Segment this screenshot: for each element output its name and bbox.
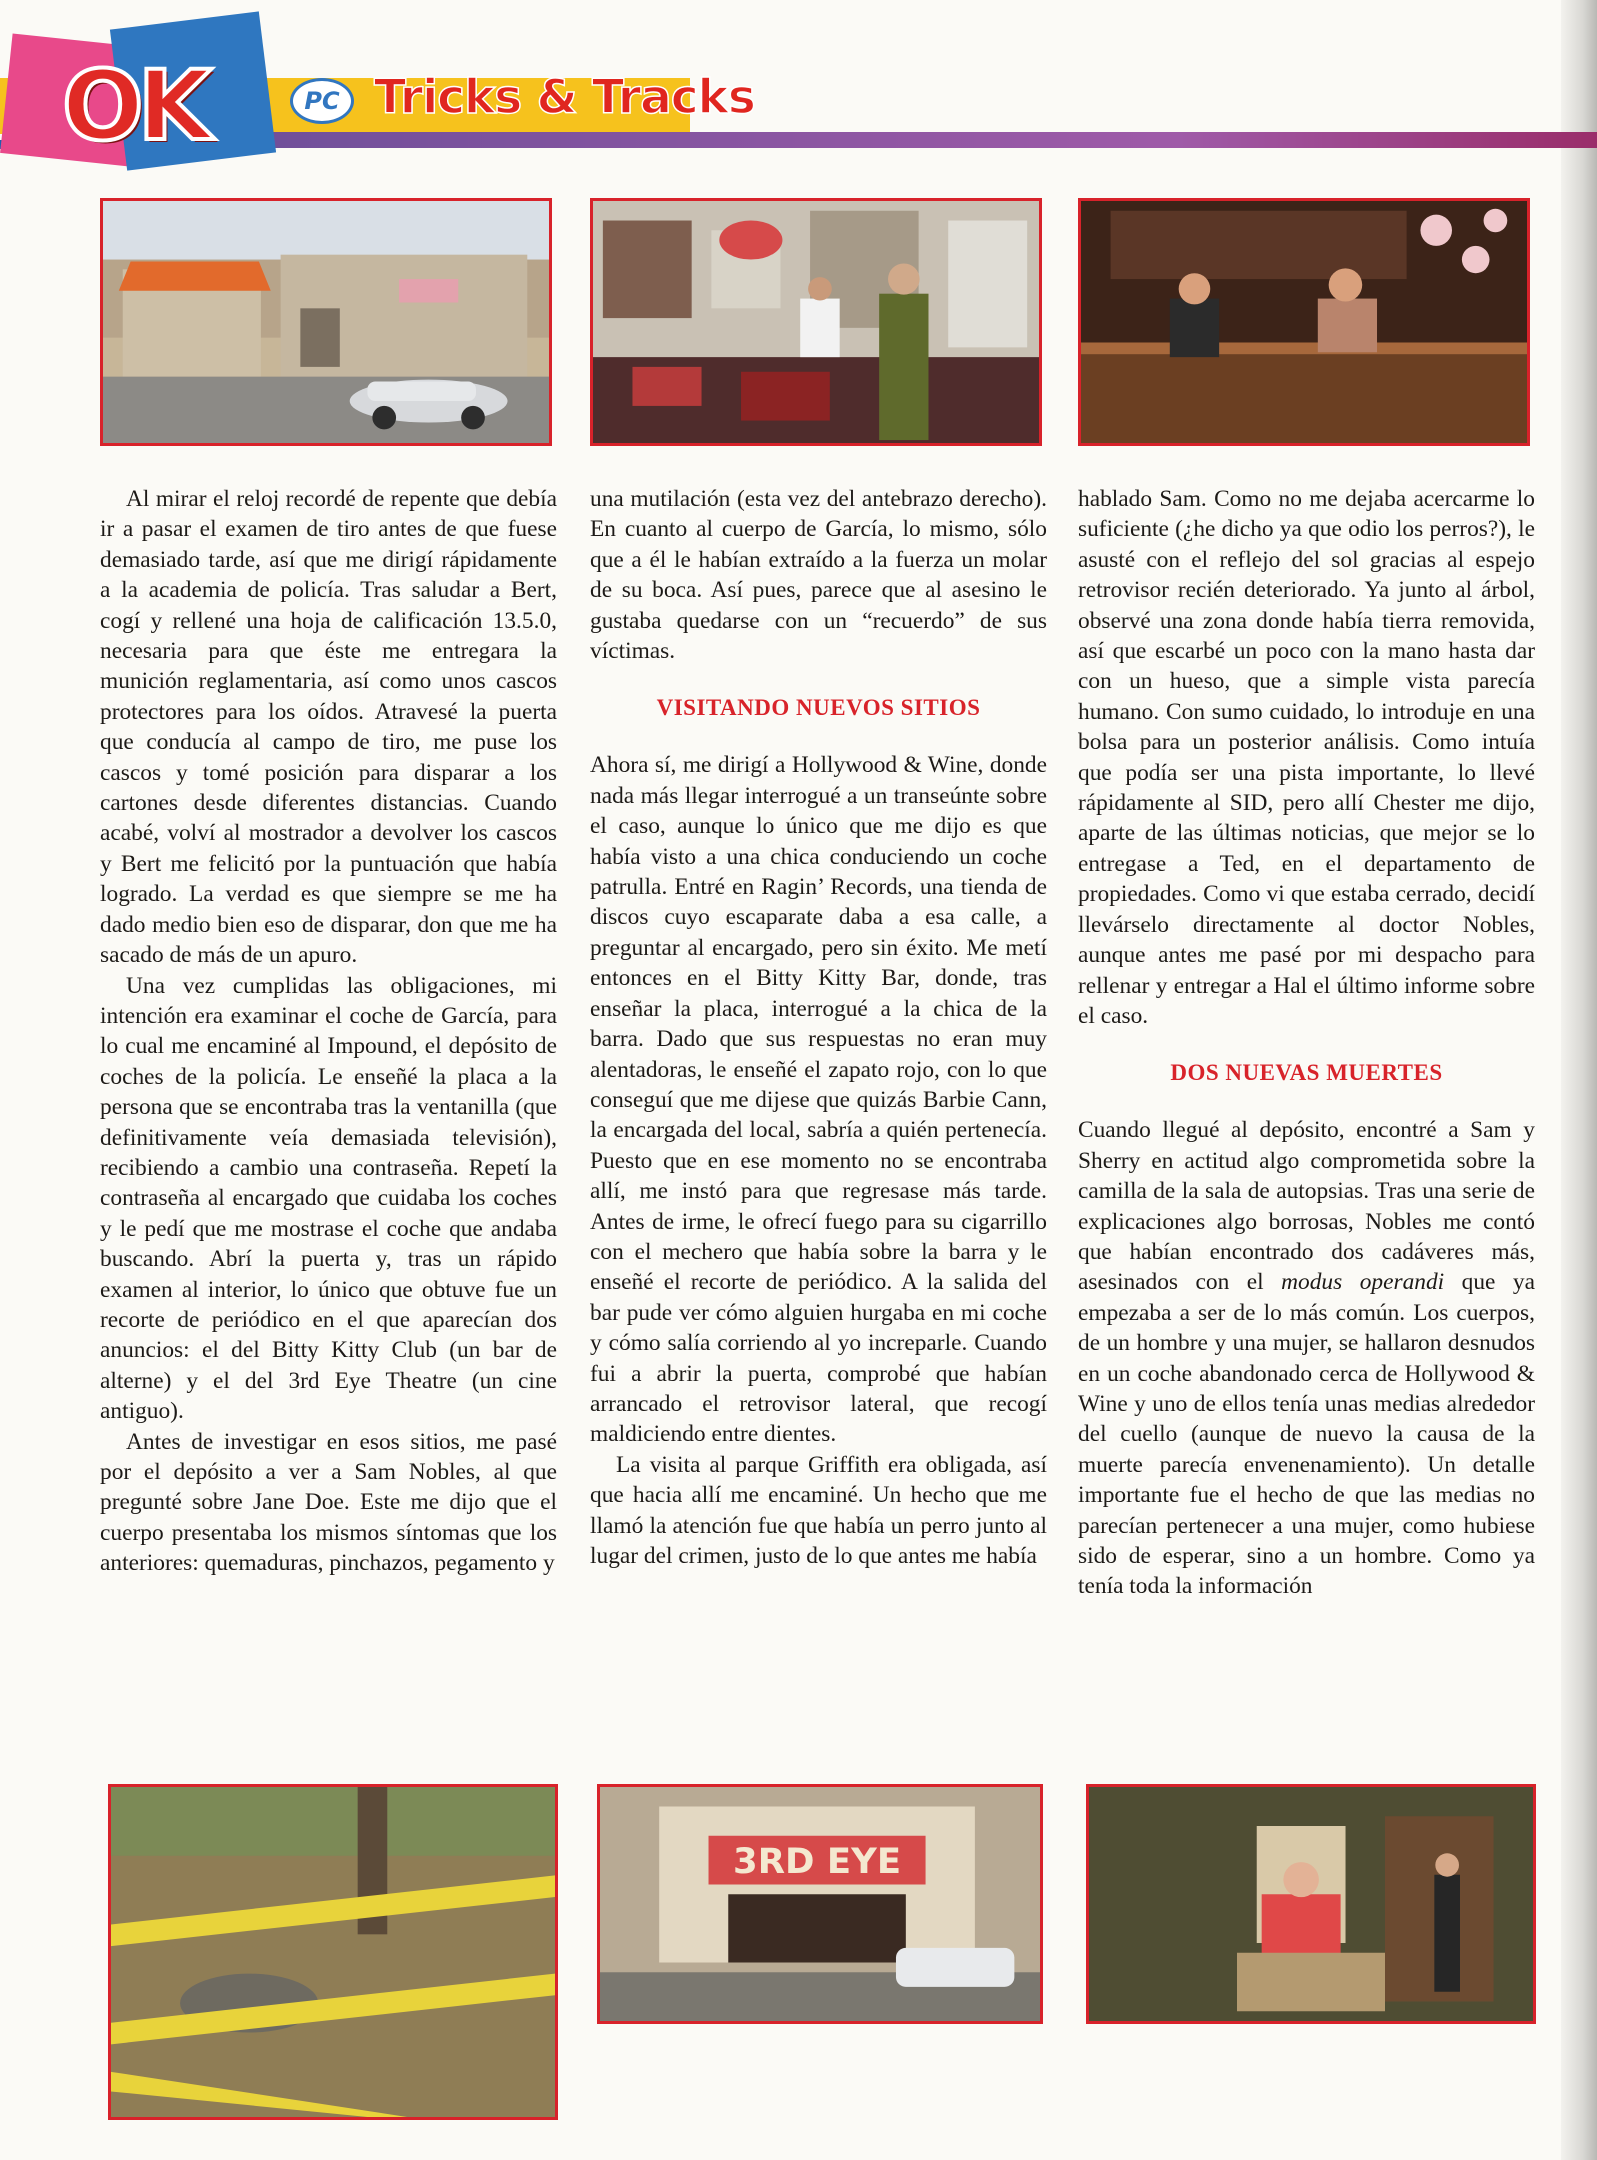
- emphasis: modus operandi: [1281, 1269, 1445, 1296]
- article-column-2: [590, 484, 1047, 1754]
- pc-logo: PC: [290, 78, 354, 124]
- article-column-1: [100, 484, 557, 1754]
- subheading-muertes: DOS NUEVAS MUERTES: [1170, 1060, 1443, 1086]
- subheading-visitando: VISITANDO NUEVOS SITIOS: [656, 695, 981, 721]
- paragraph: Antes de investigar en esos sitios, me pasé por el depósito a ver a Sam Nobles, al que pregunté sobre Jane Doe. Este me dijo que el cuerpo presentaba los mismos síntomas que los anteriores: quemaduras, pinchazos, pegamento y: [100, 1428, 557, 1577]
- paragraph: La visita al parque Griffith era obligada, así que hacia allí me encaminé. Un hecho que me llamó la atención fue que había un perro junto al lugar del crimen, justo de lo que antes me había: [590, 1451, 1047, 1569]
- photo-theatre: [597, 1784, 1043, 2024]
- section-title: Tricks & Tracks: [374, 70, 755, 125]
- article-column-3: [1078, 484, 1535, 1754]
- paragraph: [1078, 1115, 1535, 1602]
- paragraph: Una vez cumplidas las obligaciones, mi intención era examinar el coche de García, para lo cual me encaminé al Impound, el depósito de coches de la policía. Le enseñé la placa a la persona que se encontraba tras la ventanilla (que definitivamente veía demasiada televisión), recibiendo a cambio una contraseña. Repetí la contraseña al encargado que cuidaba los coches y le pedí que me mostrase el coche que andaba buscando. Abrí la puerta y, tras un rápido examen al interior, lo único que obtuve fue un recorte de periódico en el que aparecían dos anuncios: el del Bitty Kitty Club (un bar de alterne) y el del 3rd Eye Theatre (un cine antiguo).: [100, 972, 557, 1425]
- paragraph: Al mirar el reloj recordé de repente que debía ir a pasar el examen de tiro antes de que fuese demasiado tarde, así que me dirigí rápidamente a la academia de policía. Tras saludar a Bert, cogí y rellené una hoja de calificación 13.5.0, necesaria para que éste me entregara la munición reglamentaria, así como unos cascos protectores para los oídos. Atravesé la puerta que conducía al campo de tiro, me puse los cascos y tomé posición para disparar a los cartones desde diferentes distancias. Cuando acabé, volví al mostrador a devolver los cascos y Bert me felicitó por la puntuación que había logrado. La verdad es que siempre se me ha dado medio bien eso de disparar, don que me ha sacado de más de un apuro.: [100, 486, 557, 969]
- paragraph: hablado Sam. Como no me dejaba acercarme lo suficiente (¿he dicho ya que odio los perros?), le asusté con el reflejo del sol gracias al espejo retrovisor recién deteriorado. Ya junto al árbol, observé una zona donde había tierra removida, así que escarbé un poco con la mano hasta dar con un hueso, que a simple vista parecía humano. Con sumo cuidado, lo introduje en una bolsa para un posterior análisis. Como intuía que podía ser una pista importante, lo llevé rápidamente al SID, pero allí Chester me dijo, aparte de las últimas noticias, que mejor se lo entregase a Ted, en el departamento de propiedades. Como vi que estaba cerrado, decidí llevárselo directamente al doctor Nobles, aunque antes me pasé por mi despacho para rellenar y entregar a Hal el último informe sobre el caso.: [1078, 486, 1535, 1029]
- paragraph: una mutilación (esta vez del antebrazo derecho). En cuanto al cuerpo de García, lo mismo, sólo que a él le habían extraído a la fuerza un molar de su boca. Así pues, parece que al asesino le gustaba quedarse con un “recuerdo” de sus víctimas.: [590, 486, 1047, 665]
- header-rule: [200, 132, 1597, 148]
- photo-crime-scene: [108, 1784, 558, 2120]
- photo-bar: [1078, 198, 1530, 446]
- photo-storefront: [100, 198, 552, 446]
- ok-logo: OK: [62, 50, 206, 162]
- paragraph-part: que ya empezaba a ser de lo más común. Los cuerpos, de un hombre y una mujer, se hallaron desnudos en un coche abandonado cerca de Hollywood & Wine y uno de ellos tenía unas medias alrededor del cuello (aunque de nuevo la causa de la muerte parecía envenenamiento). Un detalle importante fue el hecho de que las medias no parecían pertenecer a una mujer, como hubiese sido de esperar, sino a un hombre. Como ya tenía toda la información: [1078, 1269, 1535, 1600]
- theatre-sign: 3RD EYE: [732, 1840, 902, 1882]
- page-edge: [1561, 0, 1597, 2160]
- paragraph-part: Cuando llegué al depósito, encontré a Sam y Sherry en actitud algo comprometida sobre la camilla de la sala de autopsias. Tras una serie de explicaciones algo borrosas, Nobles me contó que habían encontrado dos cadáveres más, asesinados con el: [1078, 1117, 1535, 1296]
- photo-interior-person: [1086, 1784, 1536, 2024]
- paragraph: Ahora sí, me dirigí a Hollywood & Wine, donde nada más llegar interrogué a un transeúnte sobre el caso, aunque lo único que me dijo es que había visto a una chica conduciendo un coche patrulla. Entré en Ragin’ Records, una tienda de discos cuyo escaparate daba a esa calle, a preguntar al encargado, pero sin éxito. Me metí entonces en el Bitty Kitty Bar, donde, tras enseñar la placa, interrogué a la chica de la barra. Dado que sus respuestas no eran muy alentadoras, le enseñé el zapato rojo, con lo que conseguí que me dijese que quizás Barbie Cann, la encargada del local, sabría a quién pertenecía. Puesto que en ese momento no se encontraba allí, me instó para que regresase más tarde. Antes de irme, le ofrecí fuego para su cigarrillo con el mechero que había sobre la barra y le enseñé el recorte de periódico. A la salida del bar pude ver cómo alguien hurgaba en mi coche y cómo salía corriendo al yo increparle. Cuando fui a abrir la puerta, comprobé que habían arrancado el retrovisor lateral, que recogí maldiciendo entre dientes.: [590, 752, 1047, 1448]
- photo-record-store: [590, 198, 1042, 446]
